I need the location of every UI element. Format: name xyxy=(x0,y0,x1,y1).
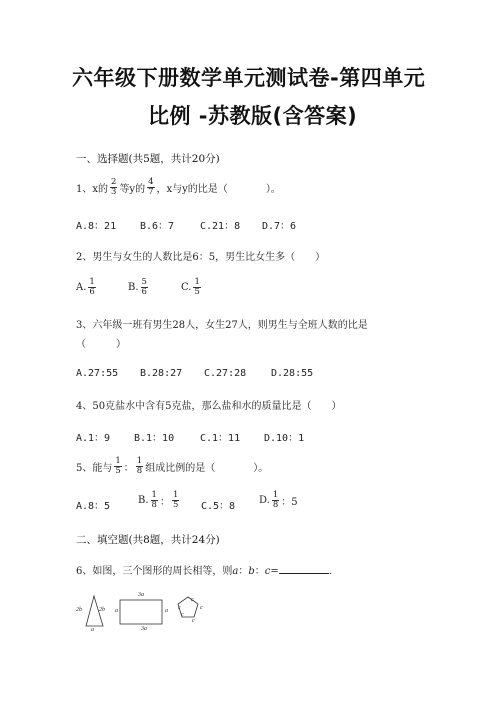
label-pent-lower-left: c xyxy=(181,612,184,618)
q2-option-c: C. $\frac{1}{5}$ xyxy=(181,277,200,297)
question-3: 3、六年级一班有男生28人，女生27人，则男生与全班人数的比是 xyxy=(76,320,368,331)
document-title-line1: 六年级下册数学单元测试卷-第四单元 xyxy=(72,66,426,90)
label-pent-top: c xyxy=(191,597,194,603)
q4-option-c: C.1：11 xyxy=(200,433,241,444)
q5-fraction-2: $\frac{1}{8}$ xyxy=(136,456,143,476)
label-rect-bottom: 3a xyxy=(141,626,147,632)
question-5: 5、能与 $\frac{1}{5}$ ： $\frac{1}{8}$ 组成比例的是（ ）。 xyxy=(76,456,269,476)
label-rect-top: 3a xyxy=(138,592,144,598)
q2-option-a-fraction: $\frac{1}{6}$ xyxy=(89,277,95,297)
q1-fraction-2: $\frac{4}{7}$ xyxy=(148,177,154,197)
q2-option-b: B. $\frac{5}{6}$ xyxy=(128,277,147,297)
rectangle-shape xyxy=(120,600,162,624)
question-4: 4、50克盐水中含有5克盐，那么盐和水的质量比是（ ） xyxy=(76,401,342,412)
q3-option-b: B.28:27 xyxy=(140,368,183,379)
q1-option-b: B.6：7 xyxy=(140,221,175,232)
q1-end: ）。 xyxy=(265,184,281,195)
label-rect-left: a xyxy=(115,608,118,614)
q5-option-c: C.5：8 xyxy=(201,501,236,512)
q1-mid: 等y的 xyxy=(119,184,146,195)
question-2: 2、男生与女生的人数比是6：5，男生比女生多（ ） xyxy=(76,252,326,263)
question-6: 6、如图，三个图形的周长相等，则a：b：c= . xyxy=(76,566,332,577)
q4-option-b: B.1：10 xyxy=(134,433,175,444)
q1-option-c: C.21：8 xyxy=(200,221,241,232)
q4-option-a: A.1：9 xyxy=(76,433,111,444)
q2-option-a: A. $\frac{1}{6}$ xyxy=(76,277,95,297)
q1-fraction-1: $\frac{2}{3}$ xyxy=(111,177,117,197)
q5-option-b: B. $\frac{1}{8}$ ： $\frac{1}{5}$ xyxy=(138,490,179,510)
q4-option-d: D.10：1 xyxy=(264,433,305,444)
q5-fraction-1: $\frac{1}{5}$ xyxy=(115,456,121,476)
q6-figure xyxy=(74,592,224,636)
q5-option-a: A.8：5 xyxy=(76,501,111,512)
q3-option-d: D.28:55 xyxy=(271,368,314,379)
label-tri-side-left: 2b xyxy=(76,607,82,613)
label-rect-right: a xyxy=(165,608,168,614)
section-heading-choice: 一、选择题(共5题，共计20分) xyxy=(76,153,220,165)
q2-option-c-fraction: $\frac{1}{5}$ xyxy=(194,277,200,297)
question-3-paren: （ ） xyxy=(76,339,126,350)
label-pent-left: c xyxy=(178,605,181,611)
q5-option-d: D. $\frac{1}{8}$ ：5 xyxy=(259,490,298,510)
label-tri-side-right: 2b xyxy=(99,607,105,613)
q1-option-d: D.7：6 xyxy=(262,221,297,232)
question-1 xyxy=(76,178,281,197)
document-title-line2: 比例 -苏教版(含答案) xyxy=(148,104,358,128)
q1-option-a: A.8：21 xyxy=(76,221,117,232)
q2-option-b-fraction: $\frac{5}{6}$ xyxy=(141,277,147,297)
section-heading-fill: 二、填空题(共8题，共计24分) xyxy=(76,534,220,546)
q1-suffix: ，x与y的比是（ xyxy=(156,184,228,195)
q3-option-a: A.27:55 xyxy=(76,368,119,379)
q3-option-c: C.27:28 xyxy=(204,368,247,379)
q1-prefix: 1、x的 xyxy=(76,184,109,195)
answer-blank xyxy=(279,564,329,574)
label-pent-bottom: c xyxy=(192,618,195,624)
label-pent-right: c xyxy=(200,605,203,611)
label-tri-base: a xyxy=(91,627,94,633)
